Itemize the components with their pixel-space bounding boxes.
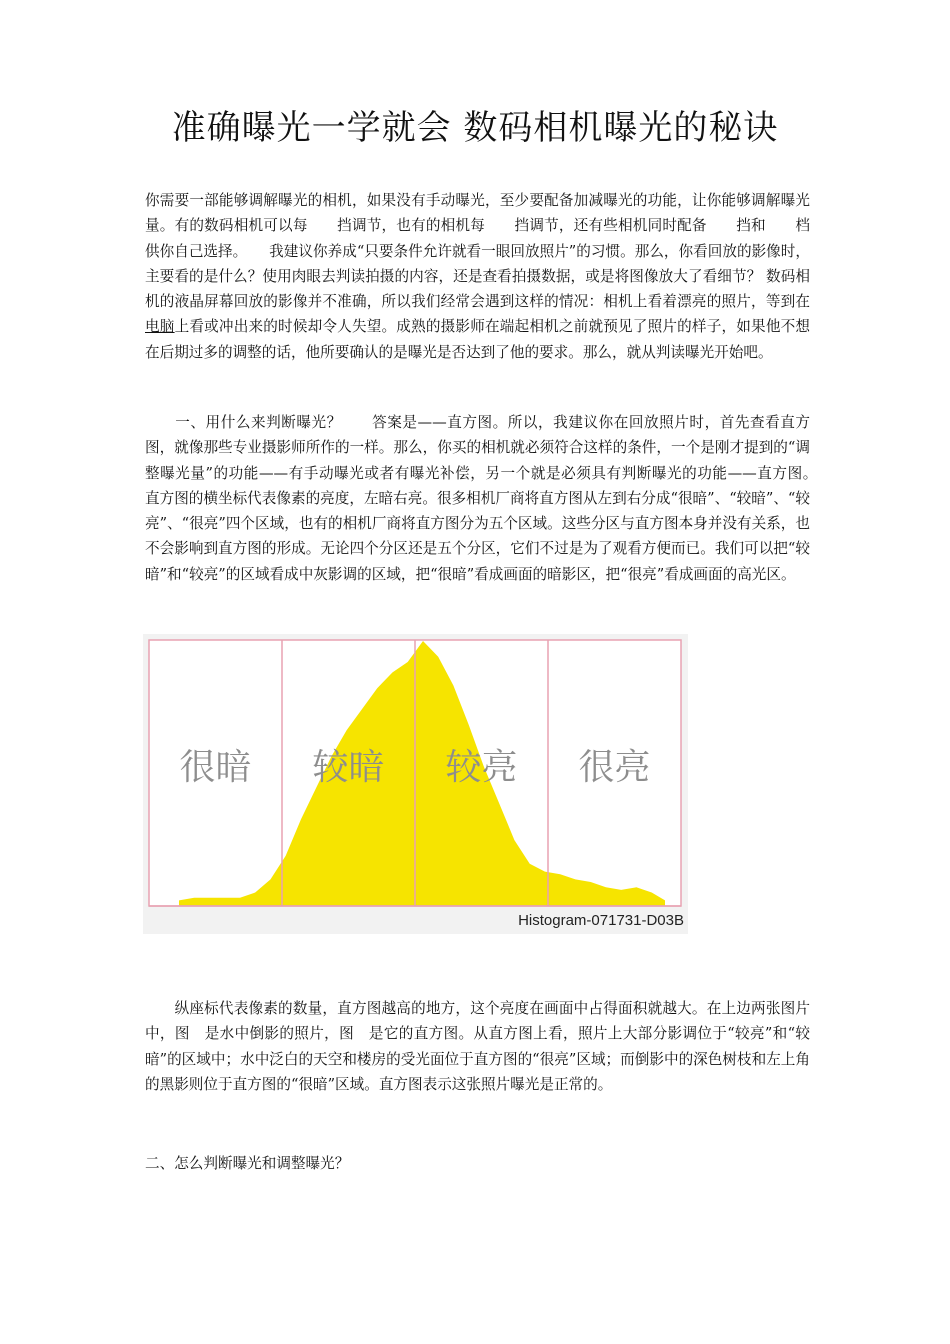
section2-heading: 二、怎么判断曝光和调整曝光？ bbox=[145, 1155, 350, 1172]
zone-label-bright: 较亮 bbox=[445, 747, 518, 788]
histogram-caption: Histogram-071731-D03B bbox=[518, 912, 684, 929]
zone-label-dark: 较暗 bbox=[312, 747, 385, 788]
section1-paragraph: 一、用什么来判断曝光？ 答案是——直方图。所以，我建议你在回放照片时，首先查看直方图，就像那些专业摄影师所作的一样。那么，你买的相机就必须符合这样的条件，一个是刚才提到的“调整曝光量”的功能——有手动曝光或者有曝光补偿，另一个就是必须具有判断曝光的功能——直方图。 直方图的横坐标代表像素的亮度，左暗右亮。很多相机厂商将直方图从左到右分成“很暗”、“较暗”、“较亮”、“很亮”四个区域，也有的相机厂商将直方图分为五个区域。这些分区与直方图本身并没有关系，也不会影响到直方图的形成。无论四个分区还是五个分区，它们不过是为了观看方便而已。我们可以把“较暗”和“较亮”的区域看成中灰影调的区域，把“很暗”看成画面的暗影区，把“很亮”看成画面的高光区。 bbox=[145, 414, 840, 583]
intro-text-b: 上看或冲出来的时候却令人失望。成熟的摄影师在端起相机之前就预见了照片的样子，如果他不想在后期过多的调整的话，他所要确认的是曝光是否达到了他的要求。那么，就从判读曝光开始吧。 bbox=[145, 318, 810, 361]
intro-text-a: 你需要一部能够调解曝光的相机，如果没有手动曝光，至少要配备加减曝光的功能，让你能够调解曝光量。有的数码相机可以每 挡调节，也有的相机每 挡调节，还有些相机同时配备 挡和 档供你自己选择。 我建议你养成“只要条件允许就看一眼回放照片”的习惯。那么，你看回放的影像时，主要看的是什么？使用肉眼去判读拍摄的内容，还是查看拍摄数据，或是将图像放大了看细节？ 数码相机的液晶屏幕回放的影像并不准确，所以我们经常会遇到这样的情况：相机上看着漂亮的照片，等到在 bbox=[145, 192, 810, 311]
section1-continued-paragraph: 纵座标代表像素的数量，直方图越高的地方，这个亮度在画面中占得面积就越大。在上边两张图片中，图 是水中倒影的照片，图 是它的直方图。从直方图上看，照片上大部分影调位于“较亮”和“较暗”的区域中；水中泛白的天空和楼房的受光面位于直方图的“很亮”区域；而倒影中的深色树枝和左上角的黑影则位于直方图的“很暗”区域。直方图表示这张照片曝光是正常的。 bbox=[145, 1000, 810, 1093]
zone-label-very-bright: 很亮 bbox=[578, 747, 651, 788]
histogram-figure bbox=[143, 634, 688, 934]
zone-label-very-dark: 很暗 bbox=[179, 747, 252, 788]
document-title: 准确曝光一学就会 数码相机曝光的秘诀 bbox=[171, 108, 779, 148]
histogram-chart bbox=[143, 634, 688, 934]
computer-link[interactable]: 电脑 bbox=[145, 318, 175, 336]
intro-paragraph bbox=[145, 188, 810, 365]
